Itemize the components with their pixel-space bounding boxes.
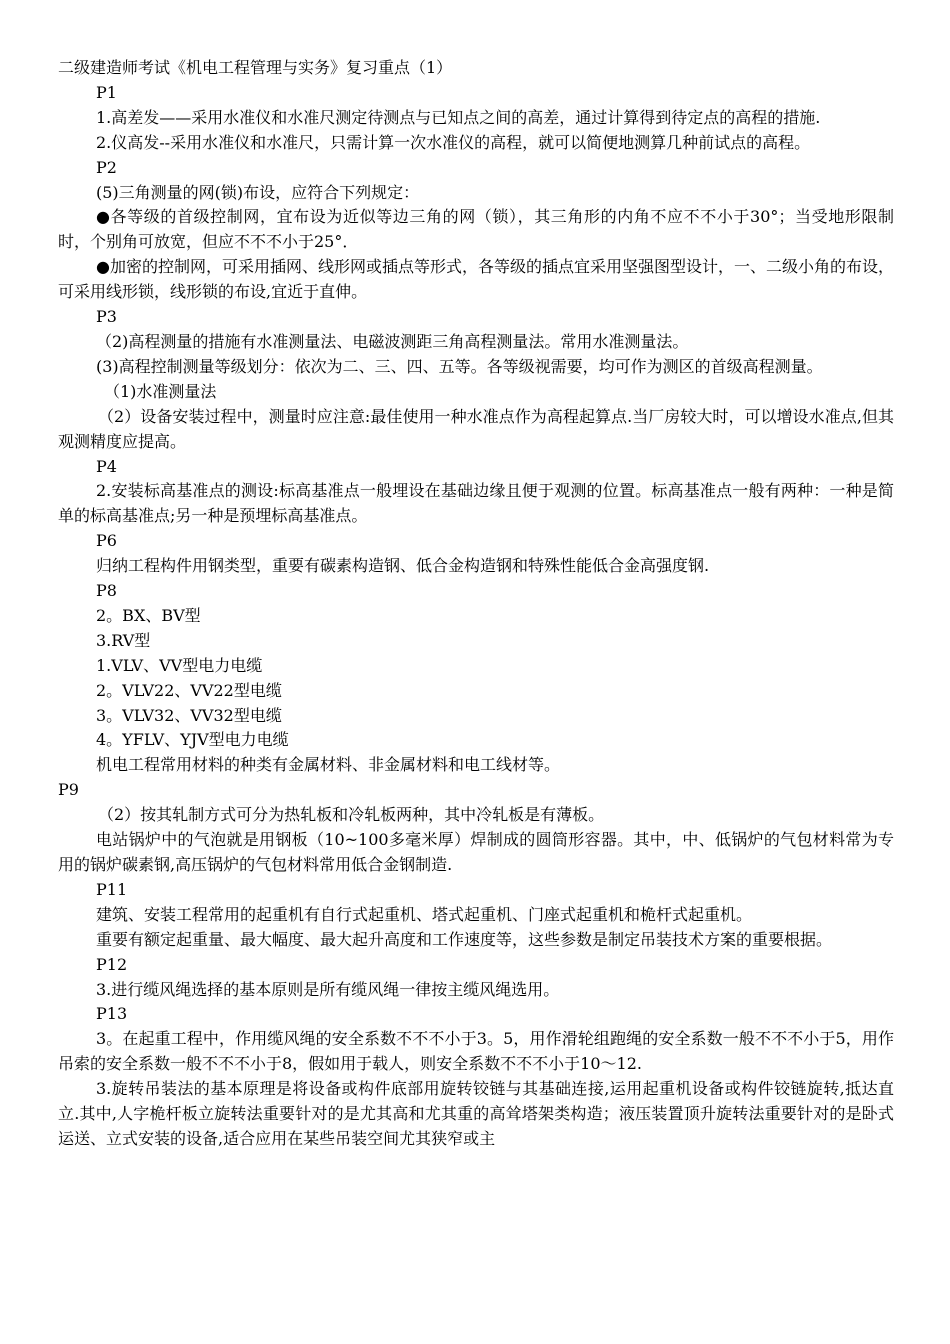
page-marker: P6 (96, 531, 117, 551)
document-title: 二级建造师考试《机电工程管理与实务》复习重点（1） (58, 58, 453, 77)
document-page (58, 56, 894, 1152)
page-marker: P8 (96, 581, 117, 601)
paragraph: （2）按其轧制方式可分为热轧板和冷轧板两种，其中冷轧板是有薄板。 (98, 805, 605, 825)
page-marker: P12 (96, 954, 128, 974)
list-item: 4。YFLV、YJV型电力电缆 (96, 730, 289, 750)
page-marker: P3 (96, 307, 117, 327)
paragraph: 3。在起重工程中，作用缆风绳的安全系数不不不小于3。5，用作滑轮组跑绳的安全系数一般不不不小于5，用作吊索的安全系数一般不不不小于8，假如用于载人，则安全系数不不不小于10～12. (58, 1029, 894, 1074)
paragraph: ●加密的控制网，可采用插网、线形网或插点等形式，各等级的插点宜采用坚强图型设计，一、二级小角的布设，可采用线形锁，线形锁的布设,宜近于直伸。 (58, 257, 894, 302)
paragraph: 2.仪高发--采用水准仪和水准尺，只需计算一次水准仪的高程，就可以简便地测算几种前试点的高程。 (96, 132, 811, 152)
paragraph: (5)三角测量的网(锁)布设，应符合下列规定： (96, 182, 420, 202)
list-item: 2。BX、BV型 (96, 605, 201, 625)
page-marker: P11 (96, 879, 128, 899)
page-marker: P9 (58, 780, 79, 800)
list-item: 3。VLV32、VV32型电缆 (96, 705, 282, 725)
list-item: 1.VLV、VV型电力电缆 (96, 655, 263, 675)
paragraph: （2）设备安装过程中，测量时应注意:最佳使用一种水准点作为高程起算点.当厂房较大时，可以增设水准点,但其观测精度应提高。 (58, 406, 894, 451)
paragraph: 电站锅炉中的气泡就是用钢板（10~100多毫米厚）焊制成的圆筒形容器。其中，中、低锅炉的气包材料常为专用的锅炉碳素钢,高压锅炉的气包材料常用低合金钢制造. (58, 830, 894, 874)
page-marker: P2 (96, 157, 117, 177)
paragraph: 重要有额定起重量、最大幅度、最大起升高度和工作速度等，这些参数是制定吊装技术方案的重要根据。 (96, 929, 833, 949)
paragraph: (3)高程控制测量等级划分：依次为二、三、四、五等。各等级视需要，均可作为测区的首级高程测量。 (96, 356, 823, 376)
paragraph: （1)水准测量法 (104, 381, 217, 401)
paragraph: 2.安装标高基准点的测设:标高基准点一般埋设在基础边缘且便于观测的位置。标高基准点一般有两种：一种是简单的标高基准点;另一种是预埋标高基准点。 (58, 481, 894, 526)
paragraph: （2)高程测量的措施有水准测量法、电磁波测距三角高程测量法。常用水准测量法。 (96, 331, 689, 351)
page-marker: P13 (96, 1004, 128, 1024)
paragraph: ●各等级的首级控制网，宜布设为近似等边三角的网（锁），其三角形的内角不应不不小于30°；当受地形限制时，个别角可放宽，但应不不不小于25°． (58, 207, 894, 252)
paragraph: 3.进行缆风绳选择的基本原则是所有缆风绳一律按主缆风绳选用。 (96, 979, 560, 999)
paragraph: 建筑、安装工程常用的起重机有自行式起重机、塔式起重机、门座式起重机和桅杆式起重机。 (96, 904, 753, 924)
paragraph: 归纳工程构件用钢类型，重要有碳素构造钢、低合金构造钢和特殊性能低合金高强度钢. (96, 556, 710, 576)
paragraph: 1.高差发——采用水准仪和水准尺测定待测点与已知点之间的高差，通过计算得到待定点的高程的措施. (96, 107, 821, 127)
list-item: 2。VLV22、VV22型电缆 (96, 680, 282, 700)
paragraph: 3.旋转吊装法的基本原理是将设备或构件底部用旋转铰链与其基础连接,运用起重机设备或构件铰链旋转,抵达直立.其中,人字桅杆板立旋转法重要针对的是尤其高和尤其重的高耸塔架类构造；液压装置顶升旋转法重要针对的是卧式运送、立式安装的设备,适合应用在某些吊装空间尤其狭窄或主 (58, 1079, 894, 1148)
paragraph: 机电工程常用材料的种类有金属材料、非金属材料和电工线材等。 (96, 755, 561, 775)
list-item: 3.RV型 (96, 630, 151, 650)
page-marker: P4 (96, 456, 117, 476)
page-marker: P1 (96, 82, 117, 102)
